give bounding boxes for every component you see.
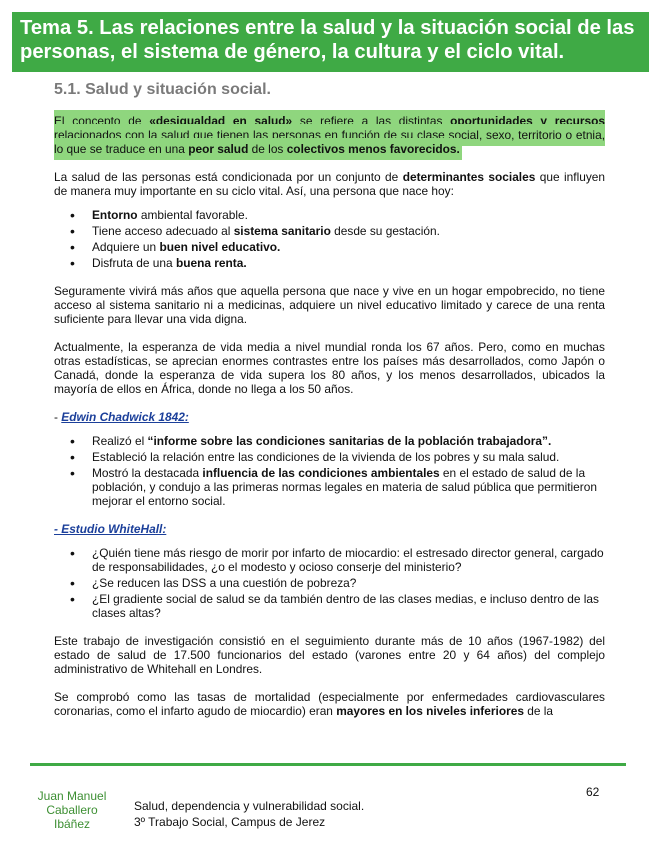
course-info: Salud, dependencia y vulnerabilidad social. 3º Trabajo Social, Campus de Jerez: [134, 799, 365, 829]
list-item: • Tiene acceso adecuado al sistema sanitario desde su gestación.: [70, 223, 440, 239]
bullet-icon: •: [70, 575, 75, 591]
chadwick-heading: - Edwin Chadwick 1842:: [54, 410, 189, 424]
chapter-title-banner: [12, 12, 649, 72]
list-item: • Disfruta de una buena renta.: [70, 255, 247, 271]
whitehall-study-paragraph: Este trabajo de investigación consistió en el seguimiento durante más de 10 años (1967-1982) del estado de salud de 17.500 funcionarios del estado (varones entre 20 y 64 años) del complejo administrativo de Whitehall en Londres.: [54, 634, 605, 676]
footer-divider: [30, 763, 626, 766]
list-item: • Adquiere un buen nivel educativo.: [70, 239, 281, 255]
mortality-paragraph: Se comprobó como las tasas de mortalidad (especialmente por enfermedades cardiovasculares coronarias, como el infarto agudo de miocardio) eran mayores en los niveles inferiores de la: [54, 690, 605, 718]
list-item: • ¿Se reducen las DSS a una cuestión de pobreza?: [70, 575, 357, 591]
poverty-paragraph: Seguramente vivirá más años que aquella persona que nace y vive en un hogar empobrecido, no tiene acceso al sistema sanitario ni a medicinas, adquiere un nivel educativo limitado y carece de una renta suficiente para llevar una vida digna.: [54, 284, 605, 326]
bullet-icon: •: [70, 433, 75, 449]
bullet-icon: •: [70, 449, 75, 465]
chapter-title: Tema 5. Las relaciones entre la salud y la situación social de las personas, el sistema de género, la cultura y el ciclo vital.: [20, 17, 635, 63]
bullet-icon: •: [70, 255, 75, 271]
intro-highlight-paragraph: [54, 114, 605, 156]
bullet-icon: •: [70, 223, 75, 239]
bullet-icon: •: [70, 207, 75, 223]
list-item: • Estableció la relación entre las condiciones de la vivienda de los pobres y su mala salud.: [70, 449, 560, 465]
author-name: Juan Manuel Caballero Ibáñez: [37, 789, 107, 831]
page-number: 62: [586, 785, 600, 799]
list-item: • Entorno ambiental favorable.: [70, 207, 248, 223]
bullet-icon: •: [70, 591, 75, 607]
highlight-box: El concepto de «desigualdad en salud» se refiere a las distintas oportunidades y recursos relacionados con la salud que tienen las personas en función de su clase social, sexo, territorio o etnia, lo que se traduce en una peor salud de los colectivos menos favorecidos.: [54, 110, 605, 160]
section-title: 5.1. Salud y situación social.: [54, 81, 271, 98]
list-item: • Mostró la destacada influencia de las condiciones ambientales en el estado de salud de la población, y condujo a las primeras normas legales en materia de salud pública que permitieron mejorar el entorno social.: [70, 465, 597, 508]
bullet-icon: •: [70, 545, 75, 561]
whitehall-heading: [54, 522, 605, 536]
life-expectancy-paragraph: Actualmente, la esperanza de vida media a nivel mundial ronda los 67 años. Pero, como en muchas otras estadísticas, se aprecian enormes contrastes entre los países más desarrollados, como Japón o Canadá, donde la esperanza de vida supera los 80 años, y los menos desarrollados, ubicados la mayoría de ellos en África, donde no llega a los 50 años.: [54, 340, 605, 396]
chadwick-link[interactable]: Edwin Chadwick 1842:: [61, 410, 189, 424]
chadwick-list: [54, 434, 605, 508]
page-content: [54, 80, 605, 718]
determinants-paragraph: La salud de las personas está condicionada por un conjunto de determinantes sociales que influyen de manera muy importante en su ciclo vital. Así, una persona que nace hoy:: [54, 170, 605, 198]
whitehall-list: [54, 546, 605, 620]
list-item: • Realizó el “informe sobre las condiciones sanitarias de la población trabajadora”.: [70, 433, 552, 449]
advantages-list: [54, 208, 605, 270]
bullet-icon: •: [70, 239, 75, 255]
whitehall-link[interactable]: - Estudio WhiteHall:: [54, 522, 167, 536]
list-item: • ¿El gradiente social de salud se da también dentro de las clases medias, e incluso dentro de las clases altas?: [70, 591, 599, 620]
list-item: • ¿Quién tiene más riesgo de morir por infarto de miocardio: el estresado director general, cargado de responsabilidades, ¿o el modesto y ocioso conserje del ministerio?: [70, 545, 604, 574]
bullet-icon: •: [70, 465, 75, 481]
